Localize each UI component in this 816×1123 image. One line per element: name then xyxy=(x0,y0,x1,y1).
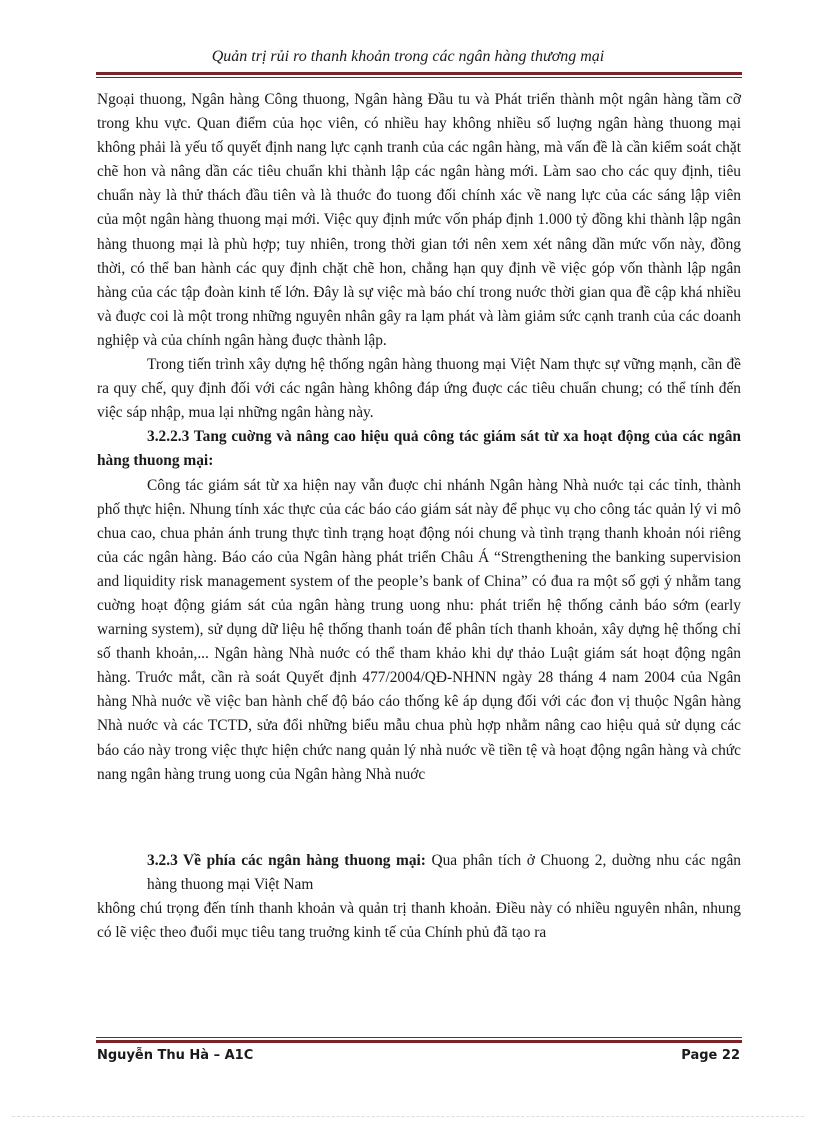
footer-page-number: Page 22 xyxy=(681,1048,740,1063)
footer-rule-thick xyxy=(96,1040,742,1043)
paragraph-restructure: Trong tiến trình xây dựng hệ thống ngân hàng thuong mại Việt Nam thực sự vững mạnh, cần đề ra quy chế, quy định đối với các ngân hàng không đáp ứng đuợc các tiêu chuẩn chung; có thể tính đến việc sáp nhập, mua lại những ngân hàng này. xyxy=(97,356,741,422)
section-heading-3-2-3-rest: Qua phân tích ở Chuong 2, duờng nhu các ngân hàng thuong mại Việt Nam xyxy=(147,851,741,893)
section-heading-3-2-3-title: 3.2.3 Về phía các ngân hàng thuong mại: xyxy=(147,851,426,869)
paragraph-continuation: Ngoại thuong, Ngân hàng Công thuong, Ngân hàng Đầu tu và Phát triển thành một ngân hàng tầm cỡ trong khu vực. Quan điểm của học viên, có nhiều hay không nhiều số luợng ngân hàng thuong mại không phải là yếu tố quyết định nang lực cạnh tranh của các ngân hàng, mà vấn đề là cần kiểm soát chặt chẽ hon và nâng dần các tiêu chuẩn khi thành lập các ngân hàng mới. Làm sao cho các quy định, tiêu chuẩn này là thử thách đầu tiên và là thuớc đo tuong đối chính xác về nang lực của các sáng lập viên của một ngân hàng thuong mại mới. Việc quy định mức vốn pháp định 1.000 tỷ đồng khi thành lập ngân hàng thuong mại là phù hợp; tuy nhiên, trong thời gian tới nên xem xét nâng dần mức vốn này, đồng thời, có thể ban hành các quy định chặt chẽ hon, chẳng hạn quy định về việc góp vốn thành lập ngân hàng của các tập đoàn kinh tế lớn. Đây là sự việc mà báo chí trong nuớc thời gian qua đề cập khá nhiều và đuợc coi là một trong những nguyên nhân gây ra lạm phát và làm giảm sức cạnh tranh của các doanh nghiệp và của chính ngân hàng đuợc thành lập. xyxy=(97,91,741,349)
footer-rule-thin xyxy=(96,1037,742,1038)
paragraph-liquidity-neglect: không chú trọng đến tính thanh khoản và quản trị thanh khoản. Điều này có nhiều nguyên nhân, nhung có lẽ việc theo đuổi mục tiêu tang truởng kinh tế của Chính phủ đã tạo ra xyxy=(97,899,741,941)
header-rule-thick xyxy=(96,72,742,75)
page-body xyxy=(97,88,741,945)
section-heading-3-2-2-3-text: 3.2.2.3 Tang cuờng và nâng cao hiệu quả công tác giám sát từ xa hoạt động của các ngân hàng thuong mại: xyxy=(97,428,741,470)
page-header-title: Quản trị rủi ro thanh khoản trong các ngân hàng thương mại xyxy=(211,48,605,65)
footer-author: Nguyễn Thu Hà – A1C xyxy=(97,1048,254,1063)
section-heading-3-2-2-3 xyxy=(97,425,741,473)
section-heading-3-2-3 xyxy=(97,849,741,897)
page-edge-divider xyxy=(12,1116,804,1117)
paragraph-remote-supervision: Công tác giám sát từ xa hiện nay vẫn đuợc chi nhánh Ngân hàng Nhà nuớc tại các tỉnh, thành phố thực hiện. Nhung tính xác thực của các báo cáo giám sát này để phục vụ cho công tác quản lý vi mô chua cao, chua phản ánh trung thực tình trạng hoạt động nói chung và tình trạng thanh khoản nói riêng của các ngân hàng. Báo cáo của Ngân hàng phát triển Châu Á “Strengthening the banking supervision and liquidity risk management system of the people’s bank of China” có đua ra một số gợi ý nhằm tang cuờng hoạt động giám sát của ngân hàng trung uong nhu: phát triển hệ thống cảnh báo sớm (early warning system), sử dụng dữ liệu hệ thống thanh toán để phân tích thanh khoản, xây dựng hệ thống chỉ số thanh khoản,... Ngân hàng Nhà nuớc có thể tham khảo khi dự thảo Luật giám sát hoạt động ngân hàng. Truớc mắt, cần rà soát Quyết định 477/2004/QĐ-NHNN ngày 28 tháng 4 nam 2004 của Ngân hàng Nhà nuớc về việc ban hành chế độ báo cáo thống kê áp dụng đối với các đon vị thuộc Ngân hàng Nhà nuớc và các TCTD, sửa đổi những biểu mẫu chua phù hợp nhằm nâng cao hiệu quả sử dụng các báo cáo này trong việc thực hiện chức nang quản lý nhà nuớc về tiền tệ và hoạt động ngân hàng và chức nang ngân hàng trung uong của Ngân hàng Nhà nuớc xyxy=(97,476,741,783)
header-rule-thin xyxy=(96,77,742,78)
